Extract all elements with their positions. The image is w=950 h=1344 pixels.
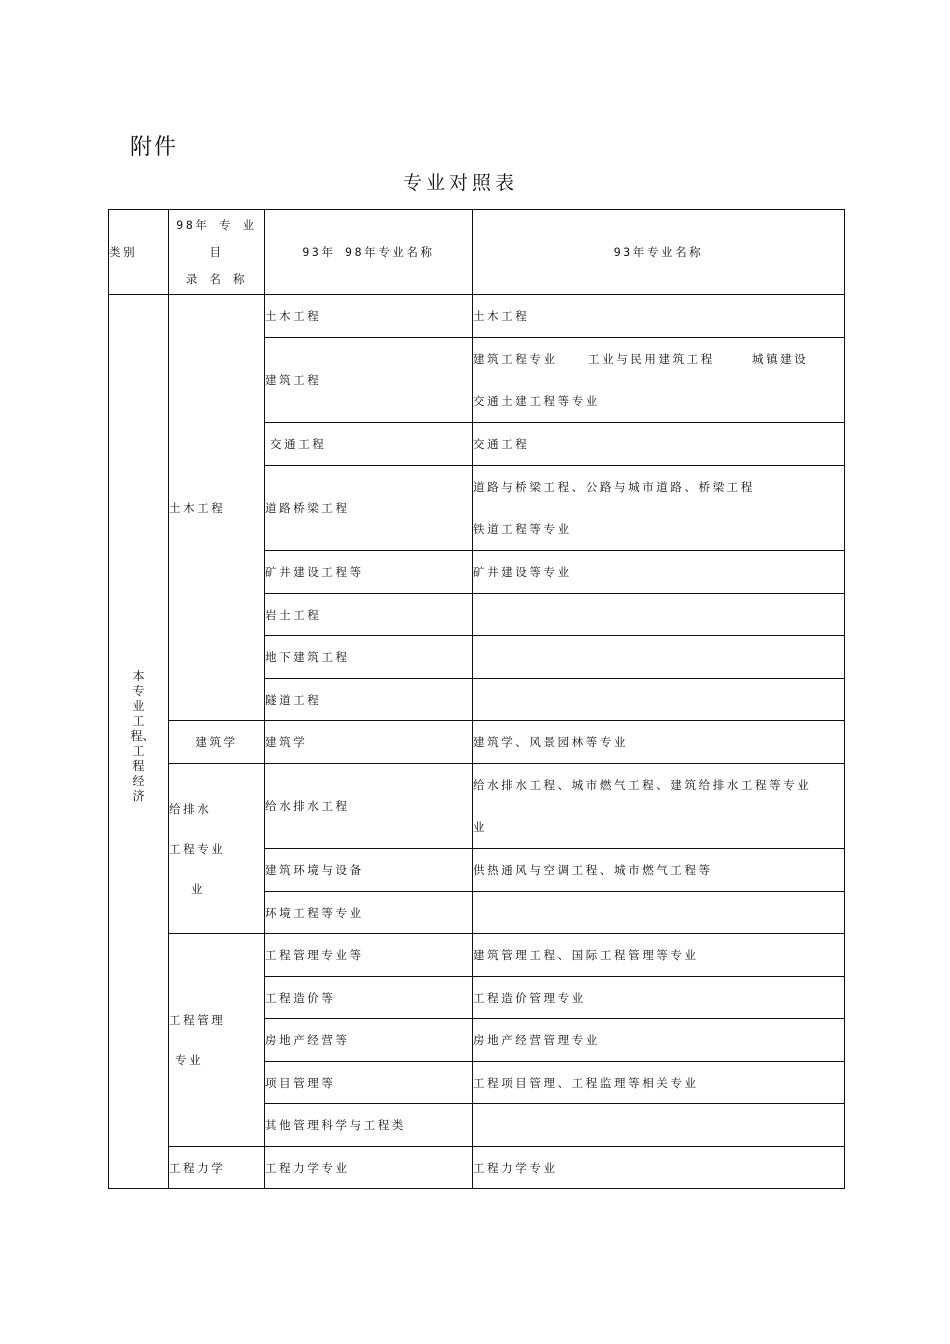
mid-cell: 交通工程 bbox=[265, 423, 473, 466]
group-name-line: 工程管理 bbox=[169, 1013, 226, 1027]
header-major-93-98: 93年 98年专业名称 bbox=[265, 210, 473, 295]
right-cell: 矿井建设等专业 bbox=[473, 551, 845, 594]
mid-cell: 工程力学专业 bbox=[265, 1147, 473, 1189]
group-name-line: 工程专业 bbox=[169, 841, 226, 856]
group-name-line: 专业 bbox=[175, 1053, 204, 1067]
mid-cell: 工程管理专业等 bbox=[265, 934, 473, 977]
right-cell bbox=[473, 679, 845, 721]
mid-cell: 房地产经营等 bbox=[265, 1019, 473, 1062]
mid-cell: 给水排水工程 bbox=[265, 764, 473, 849]
attachment-label: 附件 bbox=[130, 135, 179, 160]
right-cell: 工程造价管理专业 bbox=[473, 977, 845, 1019]
right-cell bbox=[473, 764, 845, 849]
right-cell-line1 bbox=[473, 338, 844, 380]
mid-cell: 建筑工程 bbox=[265, 338, 473, 423]
group-name-civil: 土木工程 bbox=[169, 295, 265, 721]
left-vertical-label: 本专业工程、工程经济 bbox=[130, 669, 155, 803]
right-cell bbox=[473, 466, 845, 551]
table-row bbox=[109, 934, 845, 977]
right-cell bbox=[473, 1104, 845, 1147]
right-cell bbox=[473, 594, 845, 636]
right-cell: 建筑学、风景园林等专业 bbox=[473, 721, 845, 764]
header-major-98-line2: 录 名 称 bbox=[185, 271, 248, 286]
right-cell-line2: 交通土建工程等专业 bbox=[473, 394, 600, 408]
right-cell bbox=[473, 892, 845, 934]
right-cell-line1: 给水排水工程、城市燃气工程、建筑给排水工程等专业 bbox=[473, 778, 812, 792]
mid-cell: 土木工程 bbox=[265, 295, 473, 338]
table-header-row bbox=[109, 210, 845, 295]
major-comparison-table bbox=[108, 209, 845, 1189]
right-cell: 工程力学专业 bbox=[473, 1147, 845, 1189]
table-row bbox=[109, 764, 845, 849]
header-major-98 bbox=[169, 210, 265, 295]
group-name-water bbox=[169, 764, 265, 934]
right-cell-line2: 业 bbox=[473, 820, 488, 834]
mid-cell: 隧道工程 bbox=[265, 679, 473, 721]
table-row bbox=[109, 295, 845, 338]
right-cell: 供热通风与空调工程、城市燃气工程等 bbox=[473, 849, 845, 892]
left-category-cell bbox=[109, 295, 169, 1189]
group-name-architecture: 建筑学 bbox=[169, 721, 265, 764]
right-cell: 土木工程 bbox=[473, 295, 845, 338]
document-title: 专业对照表 bbox=[403, 172, 519, 194]
mid-cell: 矿井建设工程等 bbox=[265, 551, 473, 594]
group-name-management bbox=[169, 934, 265, 1147]
group-name-mechanics: 工程力学 bbox=[169, 1147, 265, 1189]
mid-cell: 建筑环境与设备 bbox=[265, 849, 473, 892]
group-name-line: 业 bbox=[191, 881, 206, 896]
mid-cell: 建筑学 bbox=[265, 721, 473, 764]
header-major-93: 93年专业名称 bbox=[473, 210, 845, 295]
mid-cell: 环境工程等专业 bbox=[265, 892, 473, 934]
mid-cell: 地下建筑工程 bbox=[265, 636, 473, 679]
right-cell bbox=[473, 636, 845, 679]
header-category: 类别 bbox=[109, 210, 169, 295]
mid-cell: 其他管理科学与工程类 bbox=[265, 1104, 473, 1147]
group-name-line: 给排水 bbox=[169, 801, 212, 816]
right-part: 建筑工程专业 bbox=[473, 352, 558, 366]
mid-cell: 岩土工程 bbox=[265, 594, 473, 636]
header-major-98-line1: 98年 专 业 目 bbox=[176, 217, 257, 259]
table-row bbox=[109, 1147, 845, 1189]
right-cell: 交通工程 bbox=[473, 423, 845, 466]
right-cell: 房地产经营管理专业 bbox=[473, 1019, 845, 1062]
right-cell: 工程项目管理、工程监理等相关专业 bbox=[473, 1062, 845, 1104]
right-part: 工业与民用建筑工程 bbox=[588, 352, 715, 366]
table-row bbox=[109, 721, 845, 764]
right-cell bbox=[473, 338, 845, 423]
mid-cell: 项目管理等 bbox=[265, 1062, 473, 1104]
right-cell-line1: 道路与桥梁工程、公路与城市道路、桥梁工程 bbox=[473, 480, 755, 494]
right-cell: 建筑管理工程、国际工程管理等专业 bbox=[473, 934, 845, 977]
mid-cell: 道路桥梁工程 bbox=[265, 466, 473, 551]
right-cell-line2: 铁道工程等专业 bbox=[473, 522, 572, 536]
right-part: 城镇建设 bbox=[752, 352, 809, 366]
mid-cell: 工程造价等 bbox=[265, 977, 473, 1019]
